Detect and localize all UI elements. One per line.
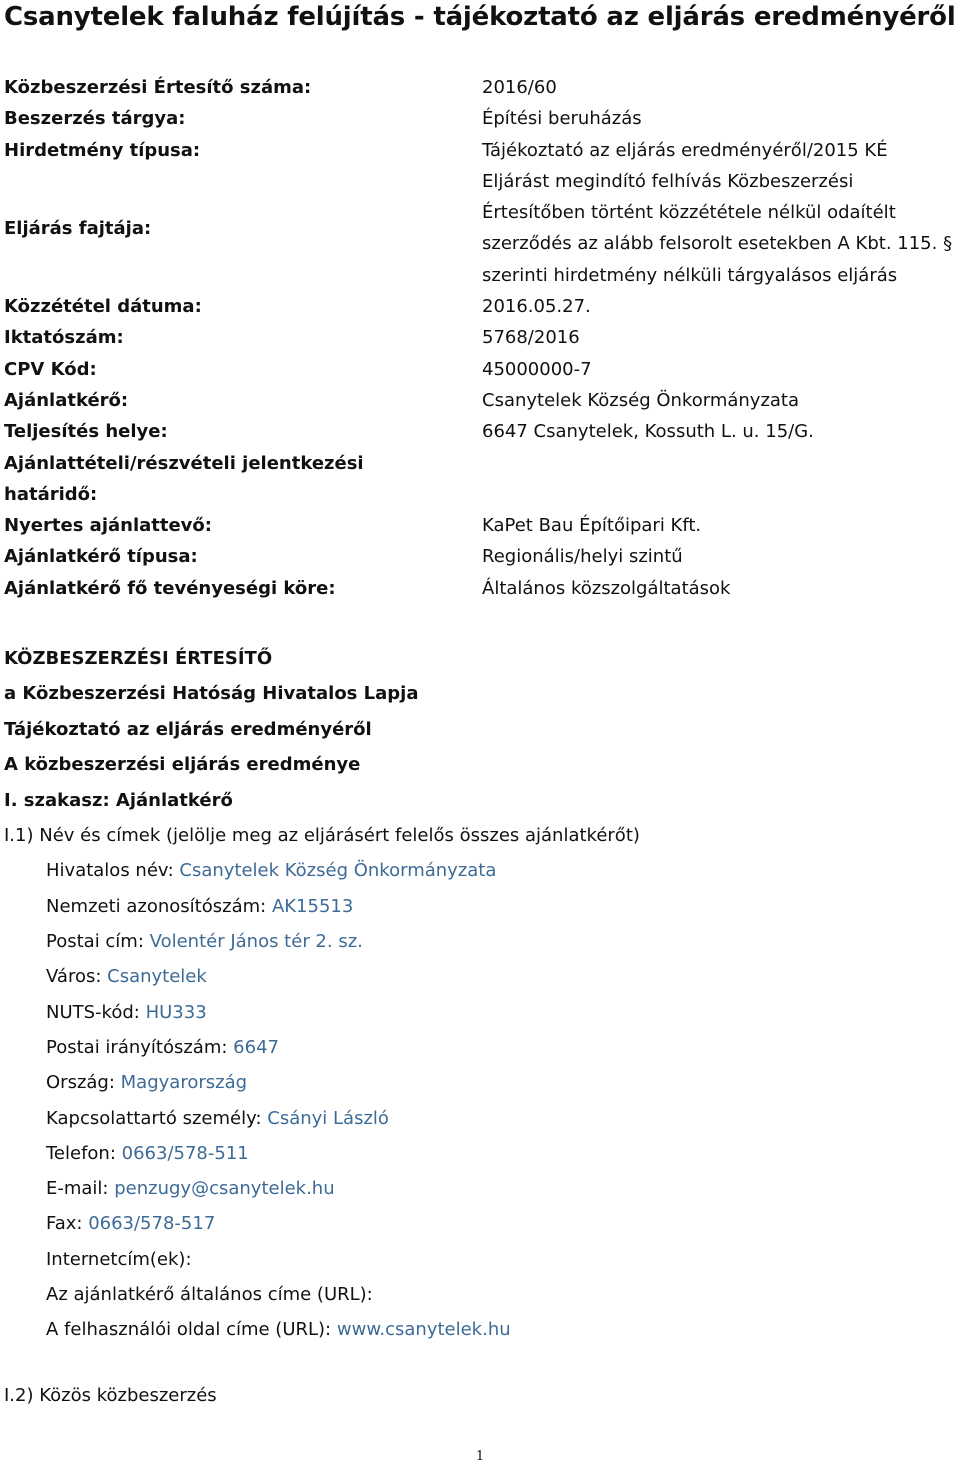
detail-row bbox=[4, 959, 954, 994]
detail-label: Postai irányítószám: bbox=[46, 1036, 228, 1058]
meta-row bbox=[0, 72, 960, 103]
detail-row bbox=[4, 1101, 954, 1136]
meta-label: Eljárás fajtája: bbox=[4, 217, 152, 239]
meta-value: 2016.05.27. bbox=[482, 296, 591, 318]
meta-label: Hirdetmény típusa: bbox=[4, 139, 201, 161]
detail-row bbox=[4, 1206, 954, 1241]
meta-row bbox=[0, 135, 960, 166]
detail-row bbox=[4, 853, 954, 888]
detail-value: Magyarország bbox=[120, 1072, 248, 1094]
meta-row bbox=[0, 510, 960, 541]
meta-row bbox=[0, 322, 960, 353]
page-number: 1 bbox=[475, 1449, 485, 1464]
meta-label: Ajánlatkérő: bbox=[4, 389, 129, 411]
meta-row bbox=[0, 541, 960, 572]
meta-value bbox=[482, 448, 960, 511]
meta-label: Ajánlatkérő típusa: bbox=[4, 546, 198, 568]
meta-row bbox=[0, 166, 960, 291]
meta-value-line: szerződés az alább felsorolt esetekben A Kbt. 115. § bbox=[482, 233, 953, 255]
meta-label: Ajánlatkérő fő tevényeségi köre: bbox=[4, 577, 336, 599]
meta-row bbox=[0, 291, 960, 322]
meta-value: Regionális/helyi szintű bbox=[482, 546, 683, 568]
meta-value: 6647 Csanytelek, Kossuth L. u. 15/G. bbox=[482, 421, 814, 443]
meta-value: 45000000-7 bbox=[482, 358, 592, 380]
meta-value: Tájékoztató az eljárás eredményéről/2015 KÉ bbox=[482, 139, 888, 161]
section-heading: I. szakasz: Ajánlatkérő bbox=[4, 789, 233, 811]
subsection-heading: I.1) Név és címek (jelölje meg az eljárásért felelős összes ajánlatkérőt) bbox=[4, 825, 640, 847]
meta-value-line: Eljárást megindító felhívás Közbeszerzési bbox=[482, 170, 854, 192]
detail-row bbox=[4, 924, 954, 959]
detail-label: E-mail: bbox=[46, 1178, 109, 1200]
email-link[interactable]: penzugy@csanytelek.hu bbox=[114, 1178, 335, 1200]
meta-label bbox=[0, 448, 482, 511]
meta-value-line: szerinti hirdetmény nélküli tárgyalásos eljárás bbox=[482, 264, 898, 286]
detail-row bbox=[4, 1171, 954, 1206]
meta-label: Közbeszerzési Értesítő száma: bbox=[4, 77, 312, 98]
detail-label: Fax: bbox=[46, 1213, 83, 1235]
section-heading: a Közbeszerzési Hatóság Hivatalos Lapja bbox=[4, 683, 419, 705]
detail-label: Kapcsolattartó személy: bbox=[46, 1107, 262, 1129]
meta-row bbox=[0, 354, 960, 385]
meta-label-line: Ajánlattételi/részvételi jelentkezési bbox=[4, 452, 364, 474]
meta-row bbox=[0, 573, 960, 604]
subsection-heading: I.2) Közös közbeszerzés bbox=[4, 1385, 217, 1406]
detail-value: HU333 bbox=[145, 1001, 207, 1023]
detail-value: Csanytelek Község Önkormányzata bbox=[179, 860, 497, 882]
detail-row bbox=[4, 1030, 954, 1065]
meta-label-line: határidő: bbox=[4, 483, 98, 505]
detail-value: AK15513 bbox=[271, 895, 354, 917]
page-title: Csanytelek faluház felújítás - tájékoztató az eljárás eredményéről bbox=[4, 2, 956, 32]
meta-row bbox=[0, 103, 960, 134]
section-heading: A közbeszerzési eljárás eredménye bbox=[4, 754, 361, 776]
detail-label: NUTS-kód: bbox=[46, 1001, 140, 1023]
meta-table bbox=[0, 72, 960, 604]
meta-label: Beszerzés tárgya: bbox=[4, 108, 186, 130]
detail-value: Csányi László bbox=[267, 1107, 389, 1129]
meta-value: Csanytelek Község Önkormányzata bbox=[482, 389, 800, 411]
meta-value-line: Értesítőben történt közzététele nélkül odaítélt bbox=[482, 202, 896, 224]
meta-value: 5768/2016 bbox=[482, 327, 580, 349]
website-link[interactable]: www.csanytelek.hu bbox=[336, 1319, 511, 1341]
meta-value: Általános közszolgáltatások bbox=[482, 577, 731, 599]
notice-section bbox=[4, 641, 954, 1348]
detail-row bbox=[4, 1242, 954, 1277]
detail-label: A felhasználói oldal címe (URL): bbox=[46, 1319, 332, 1341]
detail-label: Ország: bbox=[46, 1072, 115, 1094]
detail-value: 0663/578-511 bbox=[121, 1142, 249, 1164]
meta-label: Közzététel dátuma: bbox=[4, 296, 202, 318]
detail-value: Volentér János tér 2. sz. bbox=[149, 931, 363, 953]
detail-row bbox=[4, 1312, 954, 1347]
detail-label: Postai cím: bbox=[46, 931, 144, 953]
detail-value: 6647 bbox=[233, 1036, 279, 1058]
section-heading: Tájékoztató az eljárás eredményéről bbox=[4, 718, 372, 740]
detail-row bbox=[4, 1136, 954, 1171]
meta-row bbox=[0, 416, 960, 447]
detail-label: Város: bbox=[46, 966, 102, 988]
meta-value: Építési beruházás bbox=[482, 108, 642, 130]
meta-label: Teljesítés helye: bbox=[4, 421, 168, 443]
detail-row bbox=[4, 1065, 954, 1100]
meta-row bbox=[0, 385, 960, 416]
detail-label: Telefon: bbox=[46, 1142, 116, 1164]
meta-value bbox=[482, 166, 960, 291]
section-heading: KÖZBESZERZÉSI ÉRTESÍTŐ bbox=[4, 648, 273, 669]
detail-row bbox=[4, 889, 954, 924]
detail-row bbox=[4, 1277, 954, 1312]
detail-label: Internetcím(ek): bbox=[46, 1248, 192, 1270]
meta-label: Iktatószám: bbox=[4, 327, 124, 349]
meta-row bbox=[0, 448, 960, 511]
meta-value: KaPet Bau Építőipari Kft. bbox=[482, 515, 702, 537]
meta-value: 2016/60 bbox=[482, 77, 557, 98]
detail-value: Csanytelek bbox=[107, 966, 207, 988]
detail-value: 0663/578-517 bbox=[88, 1213, 216, 1235]
meta-label: CPV Kód: bbox=[4, 358, 97, 380]
detail-row bbox=[4, 995, 954, 1030]
meta-label: Nyertes ajánlattevő: bbox=[4, 515, 212, 537]
detail-label: Hivatalos név: bbox=[46, 860, 174, 882]
detail-label: Nemzeti azonosítószám: bbox=[46, 895, 267, 917]
detail-label: Az ajánlatkérő általános címe (URL): bbox=[46, 1284, 373, 1305]
